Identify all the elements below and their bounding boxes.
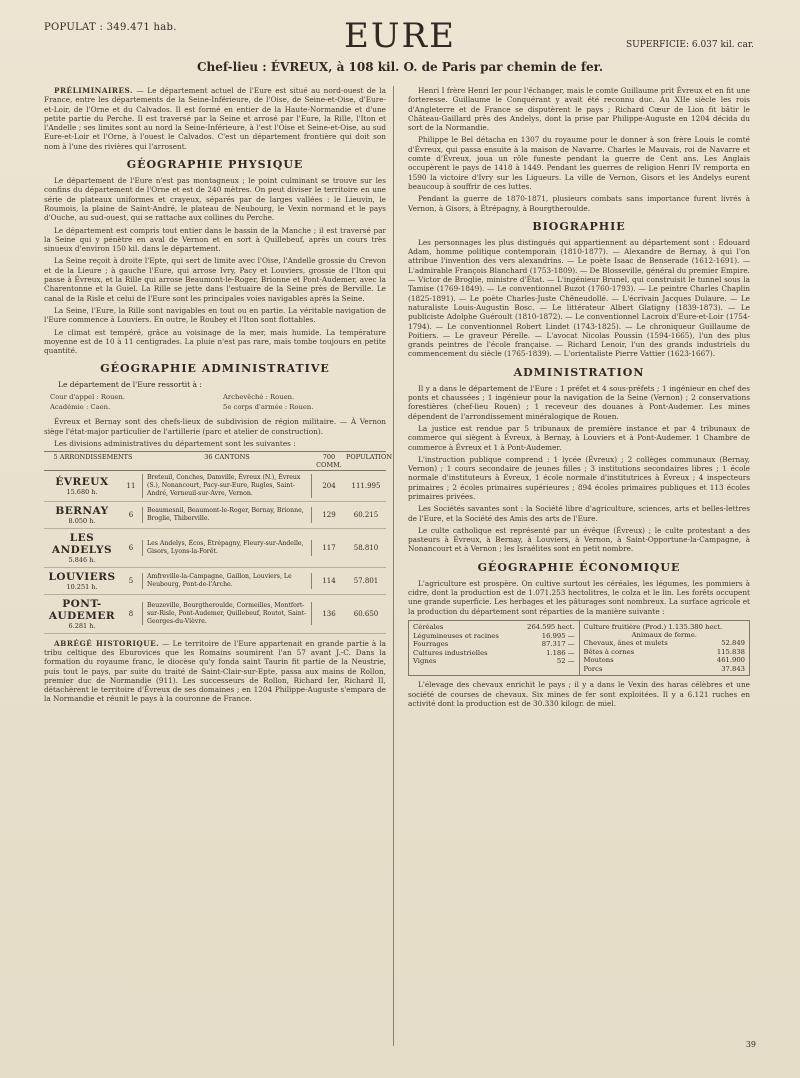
arrondissement-name-cell xyxy=(44,571,120,591)
arrondissement-chef-population: 6.281 h. xyxy=(68,621,96,630)
arrondissements-table-header xyxy=(44,451,393,471)
abrege-text: — Le territoire de l'Eure appartenait en grande partie à la tribu celtique des Eburovices que les Romains soumirent l'an 57 avant J.-C. Dans la formation du royaume franc, le diocèse qu'y fonda saint Taurin fit partie de la Neustrie, puis tout le pays, par suite du traité de Saint-Clair-sur-Epte, passa aux mains de Rollon, premier duc de Normandie (911). Les successeurs de Rollon, Richard Ier, Richard II, détachèrent le territoire d'Évreux de ses domaines ; en 1204 Philippe-Auguste s'empara de la Normandie et réunit le pays à la couronne de France. xyxy=(44,638,387,704)
production-table xyxy=(408,620,750,676)
preliminaires-text: — Le département actuel de l'Eure est situé au nord-ouest de la France, entre les départements de la Seine-Inférieure, de l'Oise, de Seine-et-Oise, d'Eure-et-Loir, de l'Orne et du Calvados. Il est formé en entier de la Haute-Normandie et d'une petite partie du Perche. Il est traversé par la Seine et arrosé par l'Eure, la Rille, l'Iton et l'Andelle ; ses limites sont au nord la Seine-Inférieure, à l'est l'Oise et Seine-et-Oise, au sud Eure-et-Loir et l'Orne, à l'ouest le Calvados. C'est un département frontière qui doit son nom à l'une des rivières qui l'arrosent. xyxy=(44,86,386,151)
production-line xyxy=(584,639,746,648)
ressort-table xyxy=(50,393,386,411)
economique-paragraph-1: L'agriculture est prospère. On cultive surtout les céréales, les légumes, les pommiers à cidre, dont la production est de 1.071.253 hectolitres, le colza et le lin. Les forêts occupent une grande superficie. Les herbages et les pâturages sont nombreux. La surface agricole et la production du département sont réparties de la manière suivante : xyxy=(408,578,750,616)
geo-phys-paragraph-5: Le climat est tempéré, grâce au voisinage de la mer, mais humide. La température moyenne est de 10 à 11 centigrades. La pluie n'est pas rare, mais tombe toujours en petite quantité. xyxy=(44,327,386,356)
administration-paragraph-1: Il y a dans le département de l'Eure : 1 préfet et 4 sous-préfets ; 1 ingénieur en chef des ponts et chaussées ; 1 ingénieur pour la navigation de la Seine (Vernon) ; 2 conservations forestières (chef-lieu Rouen) ; 1 receveur des douanes à Pont-Audemer. Les mines dépendent de l'arrondissement minéralogique de Rouen. xyxy=(408,383,750,421)
production-label: Céréales xyxy=(413,622,444,631)
geographie-physique-heading: GÉOGRAPHIE PHYSIQUE xyxy=(126,158,304,172)
page-number: 39 xyxy=(745,1040,756,1049)
history-continued-1: Henri I frère Henri Ier pour l'échanger, mais le comte Guillaume prit Évreux et en fit une forteresse. Guillaume le Conquérant y avait été reconnu duc. Au XIIe siècle les rois d'Angleterre et de France se disputèrent le pays ; Richard Cœur de Lion fit bâtir le Château-Gaillard près des Andelys, dont la prise par Philippe-Auguste en 1204 décida du sort de la Normandie. xyxy=(408,86,750,133)
production-line xyxy=(413,657,575,666)
production-line xyxy=(413,649,575,658)
arrondissement-canton-count: 6 xyxy=(128,510,134,519)
arrondissement-name: PONT-AUDEMER xyxy=(48,597,116,622)
production-label: Bêtes à cornes xyxy=(583,647,635,656)
production-label: Vignes xyxy=(413,657,437,666)
ressort-cell: 5e corps d'armée : Rouen. xyxy=(223,403,314,412)
production-value: 264.595 hect. xyxy=(527,622,575,631)
arrondissement-name: ÉVREUX xyxy=(55,476,109,488)
production-line xyxy=(413,623,575,632)
biographie-heading: BIOGRAPHIE xyxy=(532,219,626,233)
arrondissement-name: LOUVIERS xyxy=(48,570,116,583)
arrondissement-canton-list: Les Andelys, Écos, Étrépagny, Fleury-sur-Andelle, Gisors, Lyons-la-Forêt. xyxy=(142,540,312,556)
arrondissement-canton-count: 11 xyxy=(126,482,136,490)
administration-heading: ADMINISTRATION xyxy=(513,365,645,379)
arrondissement-population: 111.995 xyxy=(351,482,381,490)
administration-paragraph-5: Le culte catholique est représenté par un évêque (Évreux) ; le culte protestant a des pasteurs à Évreux, à Bernay, à Louviers, à Vernon, à Saint-Opportune-la-Campagne, à Nonancourt et à Vernon ; les Israélites sont en petit nombre. xyxy=(408,525,750,554)
production-value: 16.995 — xyxy=(541,631,575,640)
arrondissement-canton-list: Amfreville-la-Campagne, Gaillon, Louviers, Le Neubourg, Pont-de-l'Arche. xyxy=(142,573,312,589)
arrondissement-communes: 114 xyxy=(322,576,336,585)
production-line xyxy=(413,640,575,649)
arrondissements-rows xyxy=(44,471,386,633)
arrondissement-name: BERNAY xyxy=(55,504,109,517)
geo-adm-note: Évreux et Bernay sont des chefs-lieux de subdivision de région militaire. — À Vernon siège l'état-major particulier de l'artillerie (parc et atelier de construction). xyxy=(44,417,386,436)
arrondissement-canton-count: 5 xyxy=(128,576,134,585)
abrege-title: ABRÉGÉ HISTORIQUE. xyxy=(54,638,160,648)
production-label: Cultures industrielles xyxy=(413,648,488,657)
ressort-cell: Cour d'appel : Rouen. xyxy=(50,393,126,402)
arrondissement-communes: 129 xyxy=(322,510,336,519)
biographie-text: Les personnages les plus distingués qui appartiennent au département sont : Édouard Adam, homme politique contemporain (1810-1877). — Alexandre de Bernay, à qui l'on attribue l'invention des vers alexandrins. — Le poète Isaac de Benserade (1612-1691). — L'admirable François Blanchard (1753-1809). — De Blosseville, général du premier Empire. — Victor de Broglie, ministre d'État. — L'ingénieur Brunel, qui construisit le tunnel sous la Tamise (1769-1849). — Le conventionnel Buzot (1760-1793). — Le peintre Charles Chaplin (1825-1891). — Le poète Charles-Juste Chêneudollé. — L'écrivain Jacques Dulaure. — Le naturaliste Louis-Augustin Bosc. — Le littérateur Albert Glatigny (1839-1873). — Le publiciste Adolphe Guéroult (1810-1872). — Le conventionnel Lacroix d'Eure-et-Loir (1754-1794). — Le conventionnel Robert Lindet (1743-1825). — Le chroniqueur Guillaume de Poitiers. — Le graveur Pérelle. — L'avocat Nicolas Poussin (1594-1665), l'un des plus grands peintres de l'école française. — Richard Lenoir, l'un des grands industriels du commencement du siècle (1765-1839). — L'orientaliste Pierre Vattier (1623-1667). xyxy=(408,237,750,359)
ressort-cell: Archevêché : Rouen. xyxy=(223,393,295,402)
table-row xyxy=(44,529,386,568)
arrondissement-canton-count: 8 xyxy=(128,609,134,618)
arrondissement-name-cell xyxy=(44,532,120,564)
arrondissement-communes: 204 xyxy=(322,482,336,490)
arrondissement-chef-population: 15.680 h. xyxy=(66,488,98,496)
column-divider xyxy=(393,86,394,1046)
production-line xyxy=(584,665,746,674)
geographie-administrative-heading: GÉOGRAPHIE ADMINISTRATIVE xyxy=(100,362,330,376)
geo-adm-intro: Le département de l'Eure ressortit à : xyxy=(58,380,202,390)
arrondissement-name-cell xyxy=(44,505,120,525)
header-communes: 700 COMM. xyxy=(316,453,342,470)
arrondissements-table xyxy=(44,451,393,633)
production-label: Chevaux, ânes et mulets xyxy=(583,638,668,647)
production-right-list xyxy=(584,639,746,673)
production-label: Porcs xyxy=(583,664,603,673)
arrondissement-population: 60.215 xyxy=(353,510,379,519)
production-right-column xyxy=(579,621,750,675)
production-value: 52.849 xyxy=(721,638,745,647)
preliminaires-title: PRÉLIMINAIRES. xyxy=(54,86,134,95)
left-column xyxy=(44,86,393,707)
arrondissement-name: LES ANDELYS xyxy=(51,531,113,556)
geo-phys-paragraph-3: La Seine reçoit à droite l'Epte, qui sert de limite avec l'Oise, l'Andelle grossie du Crevon et de la Lieure ; à gauche l'Eure, qui arrose Ivry, Pacy et Louviers, grossie de l'Iton qui passe à Évreux, et la Rille qui arrose Beaumont-le-Roger, Brionne et Pont-Audemer, avec la Charentonne et la Guiel. La Rille se jette dans l'estuaire de la Seine près de Berville. Le canal de la Risle et celui de l'Eure sont les principales voies navigables après la Seine. xyxy=(44,256,386,303)
production-line xyxy=(584,648,746,657)
arrondissement-canton-list: Beuzeville, Bourgtheroulde, Cormeilles, Montfort-sur-Risle, Pont-Audemer, Quillebeuf, Routot, Saint-Georges-du-Vièvre. xyxy=(142,602,312,625)
arrondissement-chef-population: 10.251 h. xyxy=(66,582,98,591)
arrondissement-communes: 136 xyxy=(322,609,336,618)
administration-paragraph-2: La justice est rendue par 5 tribunaux de première instance et par 4 tribunaux de commerce qui siègent à Évreux, à Bernay, à Louviers et à Pont-Audemer. 1 Chambre de commerce à Évreux et 1 à Pont-Audemer. xyxy=(408,423,750,452)
preliminaires-paragraph xyxy=(44,86,386,151)
arrondissement-chef-population: 8.050 h. xyxy=(68,516,96,525)
arrondissement-canton-list: Breteuil, Conches, Damville, Évreux (N.), Évreux (S.), Nonancourt, Pacy-sur-Eure, Rugles, Saint-André, Verneuil-sur-Avre, Vernon. xyxy=(142,474,312,497)
history-continued-3: Pendant la guerre de 1870-1871, plusieurs combats sans importance furent livrés à Vernon, à Gisors, à Étrépagny, à Bourgtheroulde. xyxy=(408,194,750,213)
production-value: 115.838 xyxy=(716,647,745,656)
right-column xyxy=(408,86,750,711)
arrondissement-name-cell xyxy=(44,476,120,496)
economique-paragraph-2: L'élevage des chevaux enrichit le pays ; il y a dans le Vexin des haras célèbres et une société de courses de chevaux. Six mines de fer sont exploitées. Il y a 6.121 ruches en activité dont la production est de 30.330 kilogr. de miel. xyxy=(408,680,750,708)
production-label: Légumineuses et racines xyxy=(413,631,499,640)
history-continued-2: Philippe le Bel détacha en 1307 du royaume pour le donner à son frère Louis le comté d'Évreux, qui passa ensuite à la maison de Navarre. Charles le Mauvais, roi de Navarre et comte d'Évreux, joua un rôle funeste pendant la guerre de Cent ans. Les Anglais occupèrent le pays de 1418 à 1449. Pendant les guerres de religion Henri IV remporta en 1590 la victoire d'Ivry sur les Ligueurs. La ville de Vernon, Gisors et les Andelys eurent beaucoup à souffrir de ces luttes. xyxy=(408,135,750,191)
geo-phys-paragraph-4: La Seine, l'Eure, la Rille sont navigables en tout ou en partie. La véritable navigation de l'Eure commence à Louviers. En outre, le Roubey et l'Iton sont flottables. xyxy=(44,305,386,325)
abrege-paragraph xyxy=(44,639,386,704)
table-row xyxy=(44,502,386,529)
administration-paragraph-3: L'instruction publique comprend : 1 lycée (Évreux) ; 2 collèges communaux (Bernay, Vernon) ; 1 cours secondaire de jeunes filles ; 3 institutions secondaires libres ; 1 école normale d'instituteurs à Évreux, 1 école normale d'institutrices à Évreux ; 4 inspecteurs primaires ; 2 écoles primaires supérieures ; 894 écoles primaires publiques et 113 écoles primaires privées. xyxy=(408,454,750,501)
geo-phys-paragraph-2: Le département est compris tout entier dans le bassin de la Manche ; il est traversé par la Seine qui y pénètre en aval de Vernon et en sort à Quillebeuf, après un cours très sinueux d'environ 150 kil. dans le département. xyxy=(44,225,386,254)
table-row xyxy=(44,471,386,501)
geo-adm-divisions: Les divisions administratives du département sont les suivantes : xyxy=(54,439,296,449)
production-label: Fourrages xyxy=(413,640,449,649)
arrondissement-name-cell xyxy=(44,598,120,630)
arrondissement-canton-count: 6 xyxy=(128,543,134,552)
ressort-cell: Académie : Caen. xyxy=(50,403,111,412)
production-value: 37.843 xyxy=(721,664,745,673)
chef-lieu-subtitle: Chef-lieu : ÉVREUX, à 108 kil. O. de Paris par chemin de fer. xyxy=(196,60,604,74)
production-line xyxy=(413,632,575,641)
table-row xyxy=(44,595,386,634)
superficie-label: SUPERFICIE: 6.037 kil. car. xyxy=(626,40,754,50)
geographie-economique-heading: GÉOGRAPHIE ÉCONOMIQUE xyxy=(477,560,681,574)
production-right-subtitle: Animaux de ferme. xyxy=(631,630,697,639)
production-value: 461.900 xyxy=(716,656,745,665)
header-arrondissements: 5 ARRONDISSEMENTS xyxy=(53,453,133,462)
production-label: Moutons xyxy=(583,656,614,665)
header-cantons: 36 CANTONS xyxy=(204,453,250,462)
page-title: EURE xyxy=(344,16,456,56)
production-right-title: Culture fruitière (Prod.) 1.135.380 hect. xyxy=(583,622,723,631)
arrondissement-chef-population: 5.846 h. xyxy=(68,555,96,564)
arrondissement-communes: 117 xyxy=(322,543,336,552)
arrondissement-canton-list: Beaumesnil, Beaumont-le-Roger, Bernay, Brionne, Broglie, Thiberville. xyxy=(142,507,312,523)
production-left-column xyxy=(409,621,579,675)
administration-paragraph-4: Les Sociétés savantes sont : la Société libre d'agriculture, sciences, arts et belles-lettres de l'Eure, et la Société des Amis des arts de l'Eure. xyxy=(408,504,750,523)
geo-phys-paragraph-1: Le département de l'Eure n'est pas montagneux ; le point culminant se trouve sur les confins du département de l'Orne et est de 240 mètres. On peut diviser le territoire en une série de plateaux uniformes et crayeux, séparés par de larges vallées : le Lieuvin, le Roumois, la plaine de Saint-André, le plateau de Neubourg, le Vexin normand et le pays d'Ouche, au sud-ouest, qui se rattache aux collines du Perche. xyxy=(44,176,386,223)
production-value: 87.317 — xyxy=(541,640,575,649)
arrondissement-population: 58.810 xyxy=(353,543,379,552)
header-population: POPULATION xyxy=(346,453,393,462)
arrondissement-population: 60.650 xyxy=(353,609,379,618)
table-row xyxy=(44,568,386,595)
population-label: POPULAT : 349.471 hab. xyxy=(44,22,177,33)
production-value: 1.186 — xyxy=(546,648,575,657)
production-value: 52 — xyxy=(556,657,575,666)
production-line xyxy=(584,656,746,665)
arrondissement-population: 57.801 xyxy=(353,576,379,585)
